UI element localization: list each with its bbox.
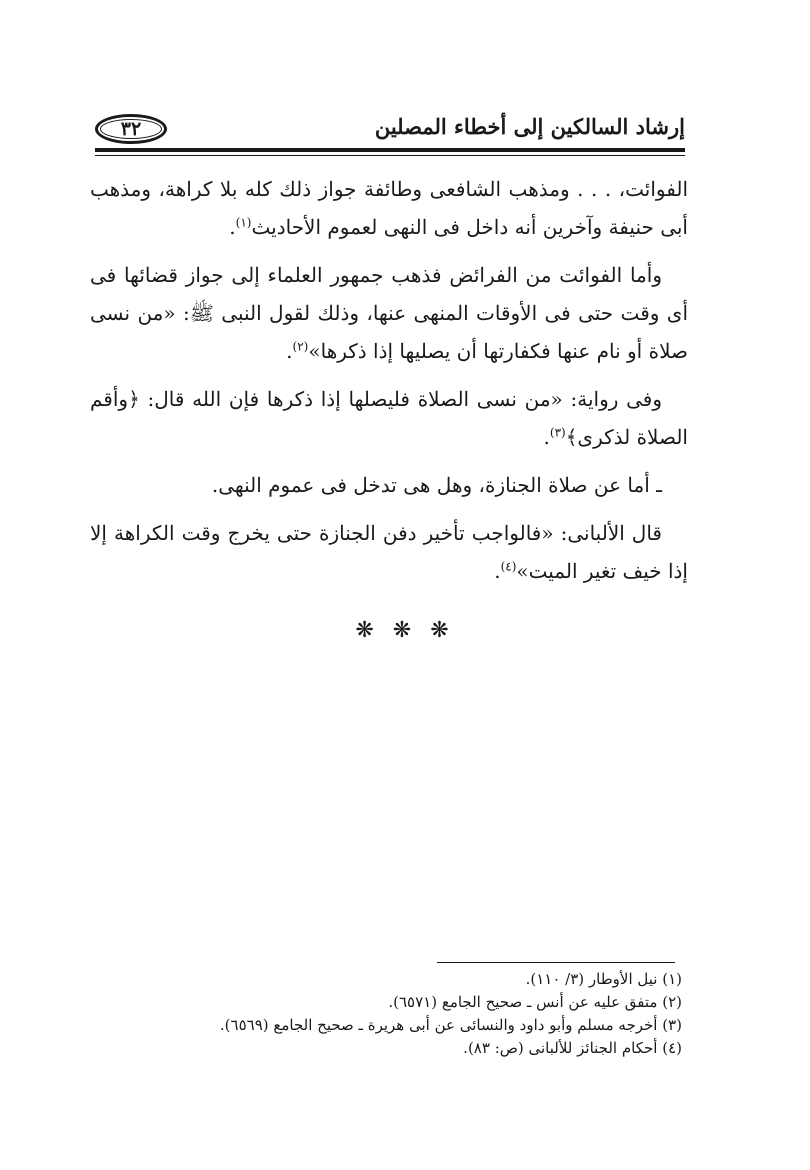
footnote-divider <box>437 962 675 963</box>
footnote-ref-4: (٤) <box>500 559 517 574</box>
paragraph-2: وأما الفوائت من الفرائض فذهب جمهور العلماء إلى جواز قضائها فى أى وقت حتى فى الأوقات المنهى عنها، وذلك لقول النبى ﷺ: «من نسى صلاة أو نام عنها فكفارتها أن يصليها إذا ذكرها»$^{(٢)}$. <box>90 263 688 363</box>
header-rule-thin <box>95 155 685 156</box>
paragraph-3: وفى رواية: «من نسى الصلاة فليصلها إذا ذكرها فإن الله قال: ﴿وأقم الصلاة لذكرى﴾$^{(٣)}$. <box>90 387 688 449</box>
section-separator: ❋ ❋ ❋ <box>355 618 455 643</box>
footnote-ref-3: (٣) <box>549 425 566 440</box>
footnote-4: (٤) أحكام الجنائز للألبانى (ص: ٨٣). <box>463 1039 682 1057</box>
paragraph-5: قال الألبانى: «فالواجب تأخير دفن الجنازة حتى يخرج وقت الكراهة إلا إذا خيف تغير الميت»$^{(٤)}$. <box>90 521 688 583</box>
footnote-ref-1: (١) <box>235 215 252 230</box>
footnote-ref-2: (٢) <box>292 339 309 354</box>
header-rule <box>95 148 685 152</box>
main-text <box>90 170 688 600</box>
page-number: ٣٢ <box>95 114 167 144</box>
footnote-3: (٣) أخرجه مسلم وأبو داود والنسائى عن أبى هريرة ـ صحيح الجامع (٦٥٦٩). <box>219 1016 682 1034</box>
footnotes <box>100 968 682 1060</box>
book-title: إرشاد السالكين إلى أخطاء المصلين <box>374 114 685 139</box>
paragraph-1: الفوائت، . . . ومذهب الشافعى وطائفة جواز ذلك كله بلا كراهة، ومذهب أبى حنيفة وآخرين أنه داخل فى النهى لعموم الأحاديث$^{(١)}$. <box>90 177 688 239</box>
footnote-2: (٢) متفق عليه عن أنس ـ صحيح الجامع (٦٥٧١). <box>388 993 682 1011</box>
paragraph-4: ـ أما عن صلاة الجنازة، وهل هى تدخل فى عموم النهى. <box>211 473 662 497</box>
page-header <box>95 112 685 156</box>
footnote-1: (١) نيل الأوطار (٣/ ١١٠). <box>525 970 682 988</box>
